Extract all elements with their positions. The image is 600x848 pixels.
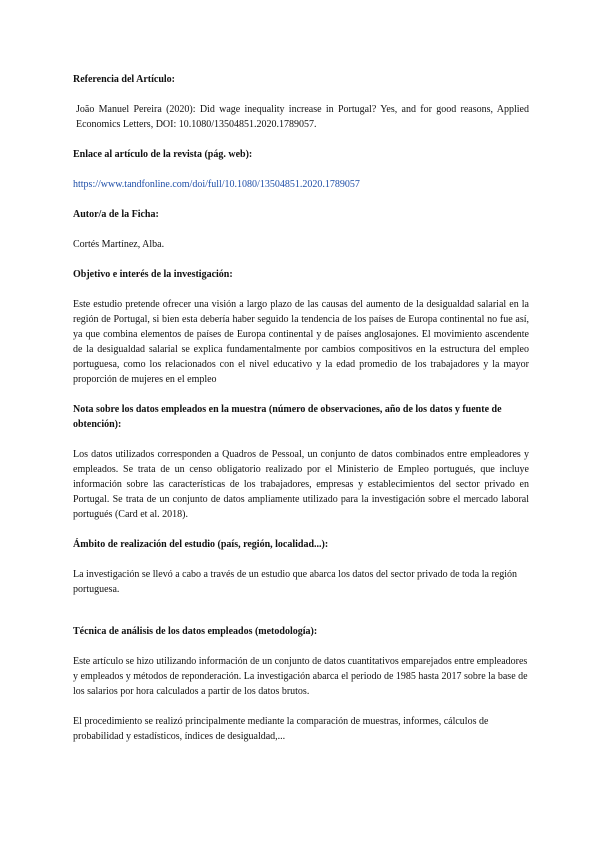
author-heading: Autor/a de la Ficha: xyxy=(73,209,159,220)
reference-heading: Referencia del Artículo: xyxy=(73,74,176,85)
author-name: Cortés Martínez, Alba. xyxy=(73,239,165,250)
document-body xyxy=(73,72,529,744)
scope-text: La investigación se llevó a cabo a través de un estudio que abarca los datos del sector privado de toda la región portuguesa. xyxy=(73,569,518,595)
method-text-1: Este artículo se hizo utilizando información de un conjunto de datos cuantitativos emparejados entre empleadores y empleados y métodos de reponderación. La investigación abarca el periodo de 1985 hasta 2017 sobre la base de los salarios por hora calculados a partir de los datos brutos. xyxy=(73,656,528,697)
method-text-2: El procedimiento se realizó principalmente mediante la comparación de muestras, informes, cálculos de probabilidad y estadísticos, índices de desigualdad,... xyxy=(73,716,489,742)
method-heading: Técnica de análisis de los datos empleados (metodología): xyxy=(73,626,318,637)
data-text: Los datos utilizados corresponden a Quadros de Pessoal, un conjunto de datos combinados entre empleadores y empleados. Se trata de un censo obligatorio realizado por el Ministerio de Empleo portugués, que incluye información sobre las características de los trabajadores, empresas y establecimientos del sector privado en Portugal. Se trata de un conjunto de datos ampliamente utilizado para la investigación sobre el mercado laboral portugués (Card et al. 2018). xyxy=(73,449,529,520)
data-heading: Nota sobre los datos empleados en la muestra (número de observaciones, año de los datos y fuente de obtención): xyxy=(73,404,502,430)
article-link[interactable]: https://www.tandfonline.com/doi/full/10.1080/13504851.2020.1789057 xyxy=(73,179,360,190)
objective-heading: Objetivo e interés de la investigación: xyxy=(73,269,233,280)
reference-text: João Manuel Pereira (2020): Did wage inequality increase in Portugal? Yes, and for good reasons, Applied Economics Letters, DOI: 10.1080/13504851.2020.1789057. xyxy=(76,104,529,130)
scope-heading: Ámbito de realización del estudio (país, región, localidad...): xyxy=(73,539,329,550)
link-heading: Enlace al artículo de la revista (pág. web): xyxy=(73,149,253,160)
objective-text: Este estudio pretende ofrecer una visión a largo plazo de las causas del aumento de la desigualdad salarial en la región de Portugal, si bien esta debería haber seguido la tendencia de los países de Europa continental no fue así, ya que combina elementos de países de Europa continental y de países anglosajones. El movimiento ascendente de la desigualdad salarial se explica fundamentalmente por cambios compositivos en la estructura del empleo portuguesa, como los relacionados con el nivel educativo y la edad promedio de los trabajadores y la mayor proporción de mujeres en el empleo xyxy=(73,299,529,385)
